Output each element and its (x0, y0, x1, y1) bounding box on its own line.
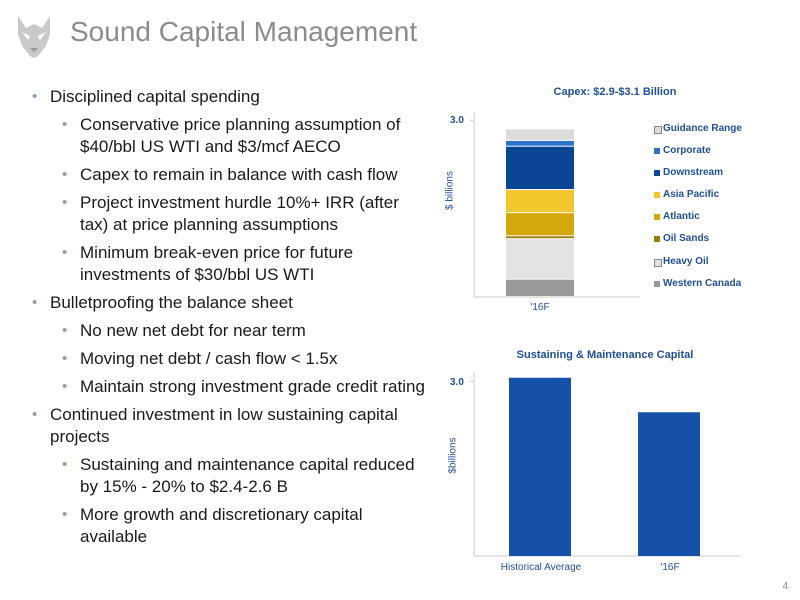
sustaining-bar-1 (638, 412, 700, 556)
legend-item-oil-sands: Oil Sands (654, 232, 742, 254)
legend-item-corporate: Corporate (654, 144, 742, 166)
bullet-item: • Disciplined capital spending (30, 86, 430, 108)
legend-item-heavy-oil: Heavy Oil (654, 255, 742, 277)
sub-bullet-item: • Sustaining and maintenance capital reduced by 15% - 20% to $2.4-2.6 B (30, 454, 430, 498)
legend-item-guidance-range: Guidance Range (654, 122, 742, 144)
sub-bullet-item: • Minimum break-even price for future investments of $30/bbl US WTI (30, 242, 430, 286)
page-title: Sound Capital Management (70, 16, 418, 47)
capex-y-tick: 3.0 (450, 115, 464, 126)
sustaining-x-tick-historical: Historical Average (500, 562, 582, 573)
sub-bullet-item: • Conservative price planning assumption of $40/bbl US WTI and $3/mcf AECO (30, 114, 430, 158)
page-number: 4 (782, 581, 788, 592)
bullet-item: • Continued investment in low sustaining capital projects (30, 404, 430, 448)
legend-item-downstream: Downstream (654, 166, 742, 188)
capex-chart-title: Capex: $2.9-$3.1 Billion (553, 86, 677, 98)
capex-y-axis-label: $ billions (444, 171, 456, 210)
legend-item-atlantic: Atlantic (654, 210, 742, 232)
legend-item-western-canada: Western Canada (654, 277, 742, 299)
sub-bullet-item: • Capex to remain in balance with cash flow (30, 164, 430, 186)
legend-item-asia-pacific: Asia Pacific (654, 188, 742, 210)
sustaining-y-tick: 3.0 (450, 377, 464, 388)
sustaining-chart-title: Sustaining & Maintenance Capital (516, 349, 694, 361)
sub-bullet-item: • Moving net debt / cash flow < 1.5x (30, 348, 430, 370)
sub-bullet-item: • More growth and discretionary capital available (30, 504, 430, 548)
sub-bullet-item: • No new net debt for near term (30, 320, 430, 342)
sustaining-y-axis-label: $billions (447, 437, 459, 474)
capex-x-tick: '16F (530, 302, 550, 313)
sub-bullet-item: • Maintain strong investment grade credit rating (30, 376, 430, 398)
bullet-item: • Bulletproofing the balance sheet (30, 292, 430, 314)
sustaining-x-tick-16f: '16F (660, 562, 680, 573)
sustaining-bar-0 (509, 378, 571, 556)
sub-bullet-item: • Project investment hurdle 10%+ IRR (after tax) at price planning assumptions (30, 192, 430, 236)
